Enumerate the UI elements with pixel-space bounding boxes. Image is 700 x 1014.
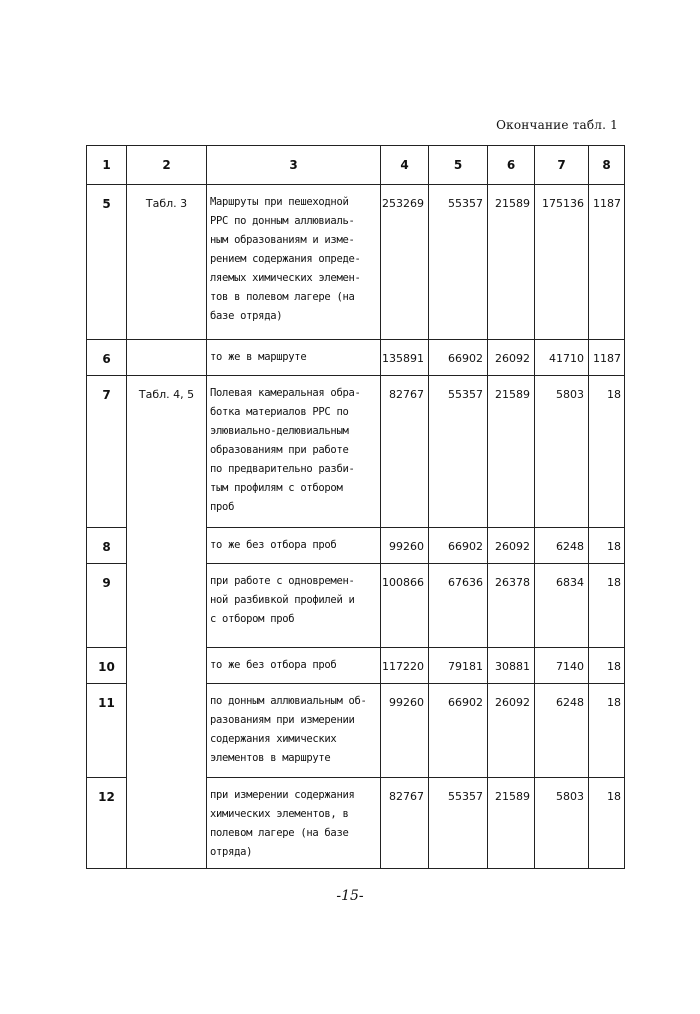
table-row bbox=[87, 376, 625, 528]
row-number: 11 bbox=[87, 684, 127, 778]
row-description: при измерении содержания химических элементов, в полевом лагере (на базе отряда) bbox=[207, 778, 381, 869]
row-description: то же без отбора проб bbox=[207, 528, 381, 564]
table-reference bbox=[127, 648, 207, 684]
table-reference bbox=[127, 778, 207, 869]
table-row bbox=[87, 528, 625, 564]
table-row bbox=[87, 648, 625, 684]
table-reference: Табл. 4, 5 bbox=[127, 376, 207, 528]
value-cell: 79181 bbox=[429, 648, 488, 684]
table-row bbox=[87, 684, 625, 778]
value-cell: 82767 bbox=[381, 778, 429, 869]
row-number: 6 bbox=[87, 340, 127, 376]
table-reference: Табл. 3 bbox=[127, 185, 207, 340]
row-number: 10 bbox=[87, 648, 127, 684]
value-cell: 26092 bbox=[488, 340, 535, 376]
value-cell: 18 bbox=[589, 564, 625, 648]
value-cell: 55357 bbox=[429, 185, 488, 340]
value-cell: 175136 bbox=[535, 185, 589, 340]
column-header: 8 bbox=[589, 146, 625, 185]
table-row bbox=[87, 185, 625, 340]
value-cell: 26092 bbox=[488, 528, 535, 564]
value-cell: 21589 bbox=[488, 778, 535, 869]
value-cell: 26092 bbox=[488, 684, 535, 778]
value-cell: 1187 bbox=[589, 340, 625, 376]
value-cell: 30881 bbox=[488, 648, 535, 684]
value-cell: 6248 bbox=[535, 528, 589, 564]
value-cell: 5803 bbox=[535, 376, 589, 528]
value-cell: 67636 bbox=[429, 564, 488, 648]
table-row bbox=[87, 778, 625, 869]
row-number: 12 bbox=[87, 778, 127, 869]
column-header: 2 bbox=[127, 146, 207, 185]
value-cell: 66902 bbox=[429, 528, 488, 564]
value-cell: 18 bbox=[589, 648, 625, 684]
table-row bbox=[87, 340, 625, 376]
column-header: 7 bbox=[535, 146, 589, 185]
page-number: -15- bbox=[336, 888, 364, 904]
column-header: 4 bbox=[381, 146, 429, 185]
row-description: то же в маршруте bbox=[207, 340, 381, 376]
table-row bbox=[87, 564, 625, 648]
value-cell: 6248 bbox=[535, 684, 589, 778]
table-reference bbox=[127, 340, 207, 376]
value-cell: 21589 bbox=[488, 185, 535, 340]
row-description: Маршруты при пешеходной РРС по донным аллювиаль- ным образованиям и изме- рением содержания опреде- ляемых химических элемен- тов в полевом лагере (на базе отряда) bbox=[207, 185, 381, 340]
value-cell: 18 bbox=[589, 778, 625, 869]
table-reference bbox=[127, 684, 207, 778]
value-cell: 82767 bbox=[381, 376, 429, 528]
column-header: 1 bbox=[87, 146, 127, 185]
value-cell: 117220 bbox=[381, 648, 429, 684]
value-cell: 66902 bbox=[429, 684, 488, 778]
value-cell: 99260 bbox=[381, 684, 429, 778]
column-header: 3 bbox=[207, 146, 381, 185]
row-description: Полевая камеральная обра- ботка материалов РРС по элювиально-делювиальным образованиям при работе по предварительно разби- тым профилям с отбором проб bbox=[207, 376, 381, 528]
row-description: то же без отбора проб bbox=[207, 648, 381, 684]
value-cell: 41710 bbox=[535, 340, 589, 376]
value-cell: 1187 bbox=[589, 185, 625, 340]
row-number: 8 bbox=[87, 528, 127, 564]
value-cell: 253269 bbox=[381, 185, 429, 340]
header-row bbox=[87, 146, 625, 185]
row-number: 7 bbox=[87, 376, 127, 528]
value-cell: 135891 bbox=[381, 340, 429, 376]
value-cell: 18 bbox=[589, 528, 625, 564]
value-cell: 21589 bbox=[488, 376, 535, 528]
value-cell: 7140 bbox=[535, 648, 589, 684]
row-description: при работе с одновремен- ной разбивкой профилей и с отбором проб bbox=[207, 564, 381, 648]
value-cell: 18 bbox=[589, 376, 625, 528]
table-reference bbox=[127, 564, 207, 648]
value-cell: 66902 bbox=[429, 340, 488, 376]
value-cell: 5803 bbox=[535, 778, 589, 869]
value-cell: 6834 bbox=[535, 564, 589, 648]
row-number: 5 bbox=[87, 185, 127, 340]
value-cell: 26378 bbox=[488, 564, 535, 648]
table-caption: Окончание табл. 1 bbox=[496, 118, 618, 132]
data-table bbox=[86, 145, 625, 869]
column-header: 5 bbox=[429, 146, 488, 185]
value-cell: 100866 bbox=[381, 564, 429, 648]
row-description: по донным аллювиальным об- разованиям при измерении содержания химических элементов в маршруте bbox=[207, 684, 381, 778]
value-cell: 99260 bbox=[381, 528, 429, 564]
row-number: 9 bbox=[87, 564, 127, 648]
column-header: 6 bbox=[488, 146, 535, 185]
value-cell: 55357 bbox=[429, 376, 488, 528]
table-reference bbox=[127, 528, 207, 564]
value-cell: 55357 bbox=[429, 778, 488, 869]
value-cell: 18 bbox=[589, 684, 625, 778]
